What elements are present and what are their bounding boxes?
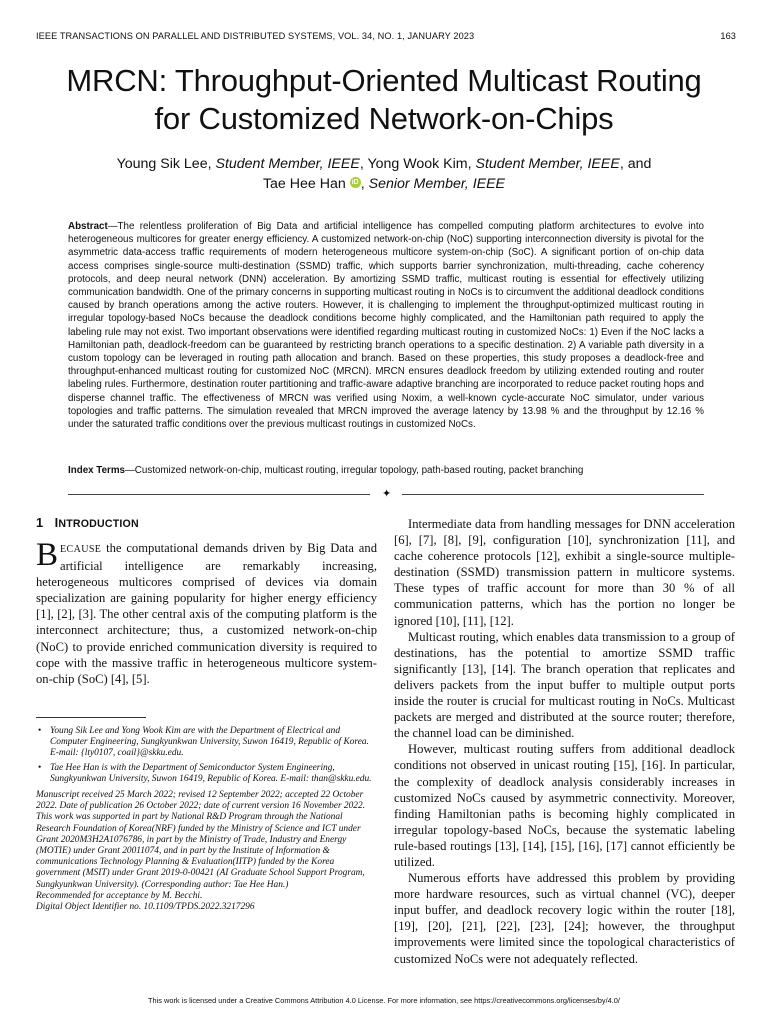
- section-title-rest: NTRODUCTION: [58, 518, 139, 530]
- author-and: , and: [619, 156, 652, 172]
- separator-diamond-icon: ✦: [382, 488, 392, 500]
- section-number: 1: [36, 515, 44, 530]
- right-paragraph-1: Intermediate data from handling messages for DNN acceleration [6], [7], [8], [9], configuration [10], synchronization [11], and cache coherence protocols [12], exhibit a single-source multiple-destination (SSMD) transmission pattern in multicore systems. These types of traffic account for more than 30 % of all communication patterns, which has the portion no longer be ignored [10], [11], [12].: [394, 517, 735, 628]
- title-line-1: MRCN: Throughput-Oriented Multicast Routing: [66, 63, 702, 98]
- orcid-icon[interactable]: iD: [351, 179, 359, 186]
- index-terms-text: —Customized network-on-chip, multicast routing, irregular topology, path-based routing, packet branching: [125, 465, 584, 476]
- smallcaps-lead: ECAUSE: [60, 544, 102, 555]
- section-separator: [68, 488, 704, 500]
- manuscript-dates: Manuscript received 25 March 2022; revised 12 September 2022; accepted 22 October 2022. Date of publication 26 October 2022; date of current version 16 November 2022.: [36, 790, 366, 812]
- footnote-affiliation-1: • Young Sik Lee and Yong Wook Kim are with the Department of Electrical and Computer Engineering, Sungkyunkwan University, Suwon 16419, Republic of Korea. E-mail: {lty0107, coail}@skku.edu.: [36, 726, 377, 760]
- footnotes: [36, 726, 377, 913]
- footnote-rule: [36, 717, 146, 718]
- license-note: This work is licensed under a Creative Commons Attribution 4.0 License. For more information, see https://creativecommons.org/licenses/by/4.0/: [148, 996, 620, 1005]
- section-title-initial: I: [54, 515, 59, 530]
- intro-paragraph-1-text: the computational demands driven by Big Data and artificial intelligence are remarkably increasing, heterogeneous multicores comprised of devices via domain specialization are gaining popularity for higher energy efficiency [1], [2], [3]. The other central axis of the computing platform is the interconnect architecture; thus, a customized network-on-chip (NoC) to provide enriched communication diversity is required to cope with the massive traffic in heterogeneous multicore system-on-chip (SoC) [4], [5].: [36, 541, 377, 686]
- right-paragraph-4: Numerous efforts have addressed this problem by providing more hardware resources, such as virtual channel (VC), deeper input buffer, and deadlock recovery logic within the router [18], [19], [20], [21], [22], [23], [24]; however, the throughput improvements were limited since the topological characteristics of customized NoCs were not adequately reflected.: [394, 871, 735, 966]
- doi-note: Digital Object Identifier no. 10.1109/TPDS.2022.3217296: [36, 902, 255, 913]
- title-line-2: for Customized Network-on-Chips: [154, 101, 614, 136]
- section-heading: [36, 515, 139, 530]
- abstract: [68, 220, 704, 431]
- abstract-label: Abstract: [68, 221, 108, 232]
- page-number: 163: [720, 31, 736, 41]
- paper-title: [30, 62, 738, 138]
- author-list: Young Sik Lee, Student Member, IEEE, Yong Wook Kim, Student Member, IEEE, and Tae Hee Han iD , Senior Member, IEEE: [116, 156, 652, 192]
- index-terms-label: Index Terms: [68, 465, 125, 476]
- separator-line-left: [68, 494, 370, 495]
- right-paragraph-3: However, multicast routing suffers from additional deadlock conditions not observed in unicast routing [15], [16]. In particular, the complexity of deadlock analysis considerably increases in customized NoCs caused by asymmetric connectivity. Moreover, finding Hamiltonian paths is becoming highly complicated in irregular topology-based NoCs, because the systematic labeling rule-based routings [13], [14], [15], [16], [17] cannot efficiently be utilized.: [394, 742, 735, 869]
- right-column: [394, 516, 735, 967]
- separator-line-right: [402, 494, 704, 495]
- author-1: Young Sik Lee,: [116, 156, 212, 172]
- author-3-role: Senior Member, IEEE: [368, 176, 506, 192]
- author-3: Tae Hee Han: [262, 176, 346, 192]
- abstract-text: —The relentless proliferation of Big Data and artificial intelligence has compelled computing platform architectures to evolve into heterogeneous multicores for greater energy efficiency. A customized network-on-chip (NoC) supporting interconnection diversity is pivotal for the asymmetric data-access traffic requirements of modern heterogeneous multicore system-on-chip (SoC). A significant portion of on-chip data access comprises single-source multi-destination (SSMD) traffic, which supports barrier synchronization, multi-threading, cache coherency protocols, and deep neural network (DNN) acceleration. By amortizing SSMD traffic, multicast routing is essential for effectively utilizing communication bandwidth. One of the primary concerns in supporting multicast routing in NoCs is to circumvent the additional deadlock conditions caused by branch operations among the active routers. However, it is challenging to implement the throughput-optimized multicast routing in irregular topology-based NoCs because the deadlock conditions become highly complicated, and the Hamiltonian path required to apply the labeling rule may not exist. Two important observations were identified regarding multicast routing in customized NoCs: 1) Even if the NoC lacks a Hamiltonian path, deadlock-freedom can be guaranteed by restricting branch operations to a specific destination. 2) A variable path diversity in a custom topology can be leveraged in routing path allocation and branch. Based on these properties, this study proposes a deadlock-free and throughput-enhanced multicast routing for customized NoC (MRCN). MRCN ensures deadlock freedom by utilizing extended routing and router labeling rules. Furthermore, destination router partitioning and traffic-aware adaptive branching are incorporated to reduce packet routing hops and disperse channel traffic. The effectiveness of MRCN was verified using Noxim, a well-known cycle-accurate NoC simulator, under various topologies and traffic patterns. The simulation revealed that MRCN improved the average latency by 13.98 % and the throughput by 12.16 % under the saturated traffic conditions over the previous multicast routings in customized NoCs.: [68, 221, 704, 431]
- author-2: , Yong Wook Kim,: [359, 156, 472, 172]
- left-column: [36, 537, 377, 687]
- drop-cap: B: [36, 537, 59, 573]
- footnote-metadata: [36, 790, 377, 913]
- intro-paragraph-1: [36, 537, 377, 687]
- index-terms: [68, 464, 704, 477]
- author-2-role: Student Member, IEEE: [475, 156, 620, 172]
- funding-note: This work was supported in part by National R&D Program through the National Research Foundation of Korea(NRF) funded by the Ministry of Science and ICT under Grant 2020M3H2A1076786, in part by the Ministry of Trade, Industry and Energy (MOTIE) under Grant 20011074, and in part by the Institute of Information & communications Technology Planning & Evaluation(IITP) funded by the Korea government (MSIT) under Grant 2019-0-00421 (AI Graduate School Support Program, Sungkyunkwan University). (Corresponding author: Tae Hee Han.): [36, 812, 365, 890]
- right-paragraph-2: Multicast routing, which enables data transmission to a group of destinations, has the potential to amortize SSMD traffic significantly [13], [14]. The branch operation that replicates and delivers packets from the input buffer to multiple output ports inside the router is crucial for multicast routing in NoCs. Multicast packets are merged and distributed at the source router; therefore, the channel load can be diminished.: [394, 629, 735, 741]
- recommended-by: Recommended for acceptance by M. Becchi.: [36, 890, 203, 901]
- author-1-role: Student Member, IEEE: [215, 156, 360, 172]
- journal-name: IEEE TRANSACTIONS ON PARALLEL AND DISTRIBUTED SYSTEMS, VOL. 34, NO. 1, JANUARY 2023: [36, 31, 475, 41]
- running-header: [36, 31, 736, 41]
- footnote-affiliation-2: • Tae Hee Han is with the Department of Semiconductor System Engineering, Sungkyunkwan University, Suwon 16419, Republic of Korea. E-mail: than@skku.edu.: [36, 763, 377, 785]
